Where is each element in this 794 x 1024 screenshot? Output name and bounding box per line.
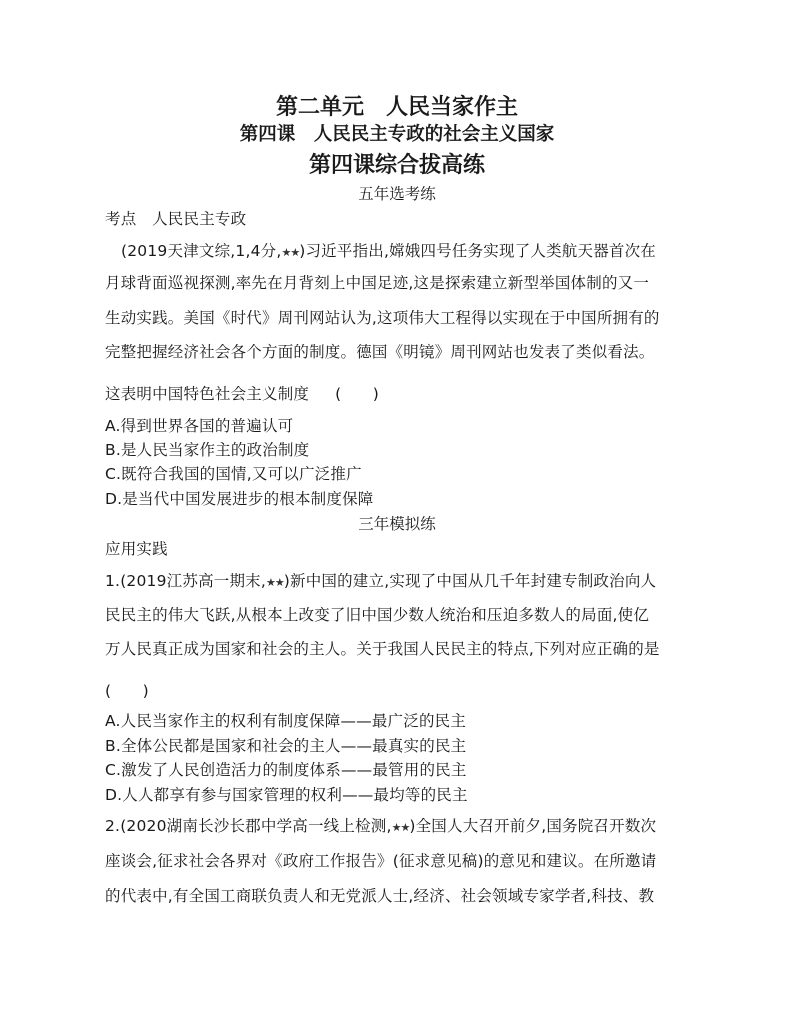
question-text: )新中国的建立,实现了中国从几千年封建专制政治向人 (283, 572, 657, 590)
question-source: 2.(2020湖南长沙长郡中学高一线上检测, (105, 817, 392, 835)
question-stem-line: 万人民真正成为国家和社会的主人。关于我国人民民主的特点,下列对应正确的是 (105, 640, 660, 658)
answer-blank: ( ) (335, 385, 380, 403)
question-text: )习近平指出,嫦娥四号任务实现了人类航天器首次在 (299, 242, 657, 260)
question-source: (2019天津文综,1,4分, (121, 242, 282, 260)
question-stem-line: 民民主的伟大飞跃,从根本上改变了旧中国少数人统治和压迫多数人的局面,使亿 (105, 606, 650, 624)
question-stem-line (105, 382, 379, 404)
difficulty-stars-icon: ★★ (266, 576, 284, 589)
question-stem-line: 生动实践。美国《时代》周刊网站认为,这项伟大工程得以实现在于中国所拥有的 (105, 309, 660, 327)
unit-title: 第二单元 人民当家作主 (275, 95, 518, 120)
question-stem-line (121, 239, 656, 261)
section-title-three-year: 三年模拟练 (358, 515, 436, 533)
option-d: D.是当代中国发展进步的根本制度保障 (105, 490, 374, 508)
section-subtitle: 应用实践 (105, 540, 168, 558)
option-a: A.得到世界各国的普遍认可 (105, 417, 294, 435)
option-c: C.既符合我国的国情,又可以广泛推广 (105, 465, 362, 483)
section-title-five-year: 五年选考练 (358, 185, 436, 203)
question-stem-line: 的代表中,有全国工商联负责人和无党派人士,经济、社会领域专家学者,科技、教 (105, 887, 655, 905)
question-stem-line (105, 569, 656, 591)
option-c: C.激发了人民创造活力的制度体系——最管用的民主 (105, 761, 467, 779)
question-source: 1.(2019江苏高一期末, (105, 572, 267, 590)
option-d: D.人人都享有参与国家管理的权利——最均等的民主 (105, 786, 468, 804)
difficulty-stars-icon: ★★ (391, 821, 410, 834)
exercise-title: 第四课综合拔高练 (308, 153, 485, 178)
question-stem-line: 完整把握经济社会各个方面的制度。德国《明镜》周刊网站也发表了类似看法。 (105, 343, 655, 361)
question-text: )全国人大召开前夕,国务院召开数次 (409, 817, 657, 835)
question-stem-line (105, 814, 656, 836)
kaodian-label: 考点 人民民主专政 (105, 210, 247, 228)
question-stem-line: 座谈会,征求社会各界对《政府工作报告》(征求意见稿)的意见和建议。在所邀请 (105, 852, 657, 870)
option-b: B.全体公民都是国家和社会的主人——最真实的民主 (105, 737, 467, 755)
question-text: 这表明中国特色社会主义制度 (105, 385, 310, 403)
answer-blank: ( ) (105, 682, 149, 700)
option-b: B.是人民当家作主的政治制度 (105, 441, 310, 459)
lesson-title: 第四课 人民民主专政的社会主义国家 (239, 124, 555, 145)
option-a: A.人民当家作主的权利有制度保障——最广泛的民主 (105, 712, 467, 730)
question-stem-line: 月球背面巡视探测,率先在月背刻上中国足迹,这是探索建立新型举国体制的又一 (105, 274, 650, 292)
difficulty-stars-icon: ★★ (281, 246, 300, 259)
